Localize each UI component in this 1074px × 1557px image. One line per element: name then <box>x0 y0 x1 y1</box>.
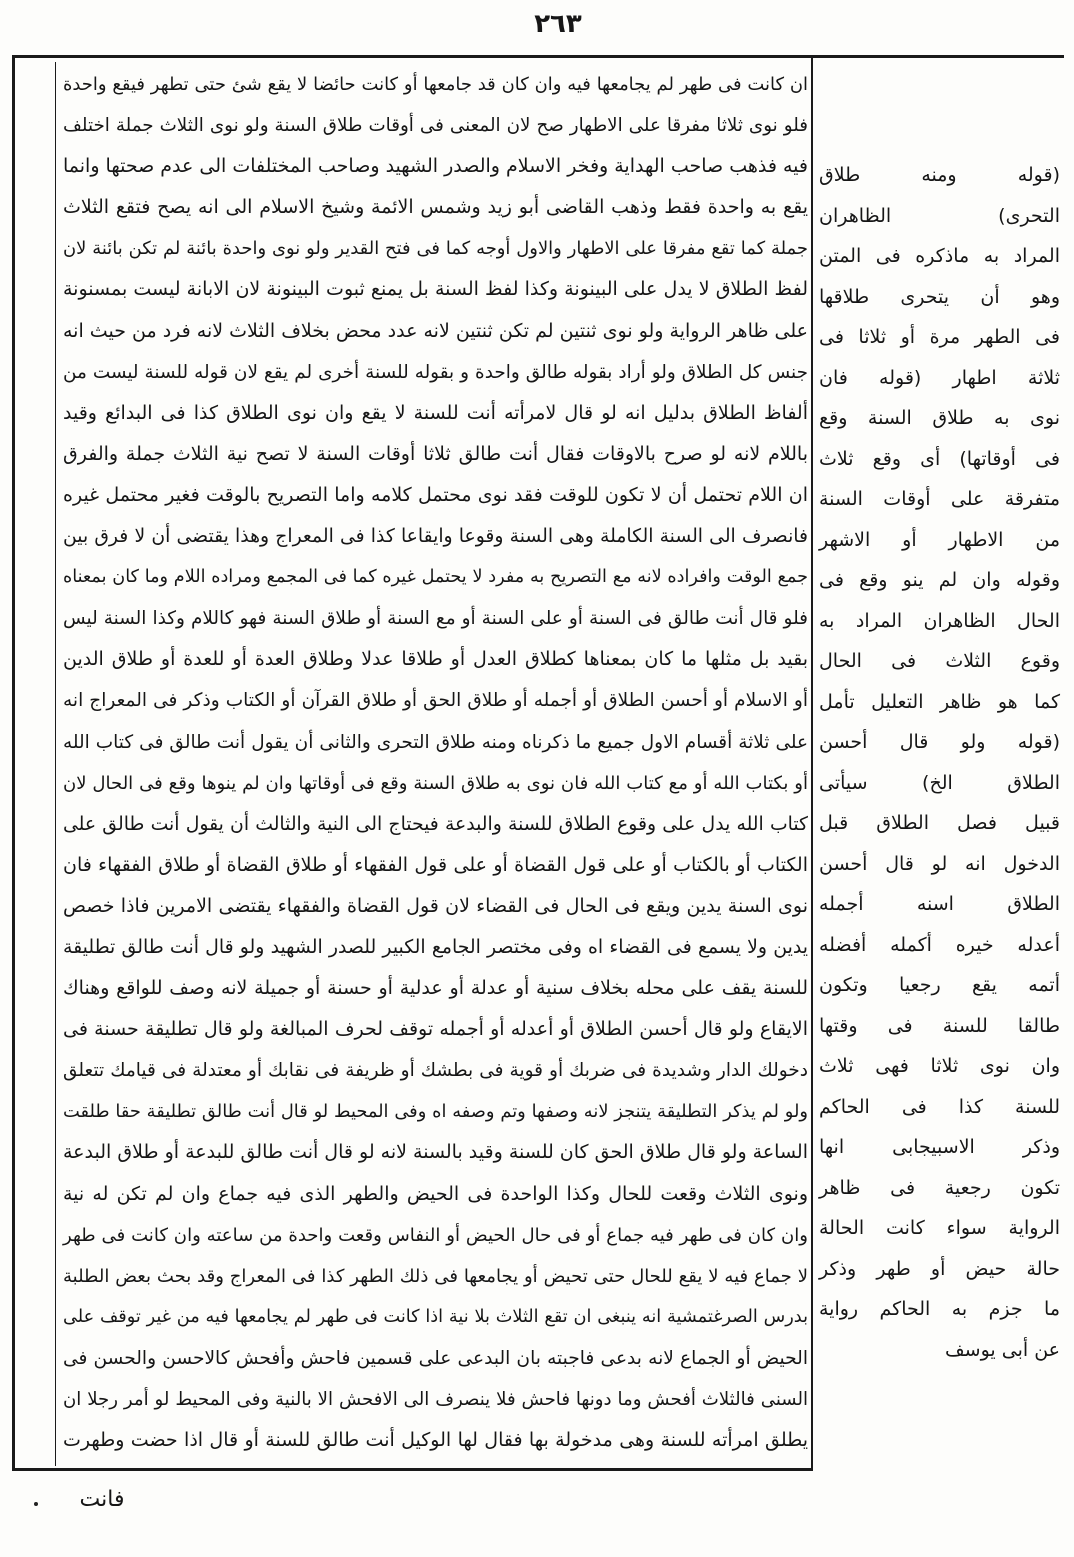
main-text-line: للسنة يقف على محله بخلاف سنية أو عدلة أو عدلية أو حسنة أو جميلة لانه وصف للواقع وهناك <box>63 977 808 1000</box>
main-text-line: جنس كل الطلاق ولو أراد بقوله طالق واحدة و بقوله للسنة أخرى لم يقع لان قوله للسنة ليست من <box>63 361 808 383</box>
main-text-line: ونوى الثلاث وقعت للحال وكذا الواحدة فى الحيض والطهر الذى فيه جماع وان لم تكن له نية <box>63 1182 808 1205</box>
main-text-line: ألفاظ الطلاق بدليل انه لو قال لامرأته أنت للسنة لا يقع وان نوى الطلاق كذا فى البدائع وقيد <box>63 401 808 424</box>
main-text-line: جمع الوقت وافراده لانه مع التصريح به مفرد لا يحتمل غيره كما فى المجمع ومراده اللام وما كان بمعناه <box>63 567 808 588</box>
margin-note-line: الدخول انه لو قال أحسن <box>819 852 1060 875</box>
main-text-block <box>62 64 808 1461</box>
margin-note-line: وقوع الثلاث فى الحال <box>819 650 1060 672</box>
main-text-line: على ثلاثة أقسام الاول جميع ما ذكرناه ومنه طلاق التحرى والثانى أن يقول أنت طالق فى كتاب الله <box>63 731 808 753</box>
main-text-line: فلو نوى ثلاثا مفرقا على الاطهار صح لان المعنى فى أوقات طلاق السنة ولو نوى الثلاث جملة اختلف <box>63 115 808 137</box>
margin-note-line: من الاطهار أو الاشهر <box>819 528 1060 551</box>
margin-note-line: قبيل فصل الطلاق قبل <box>819 812 1060 834</box>
main-text-line: ان كانت فى طهر لم يجامعها فيه وان كان قد جامعها أو كانت حائضا لا يقع شئ حتى تطهر فيقع واحدة <box>63 74 808 95</box>
ink-dot <box>34 1502 38 1506</box>
main-text-line: وان كان فى طهر فيه جماع أو فى حال الحيض أو النفاس وقعت واحدة من ساعته وان كانت فى طهر <box>63 1224 808 1246</box>
main-text-line: نوى السنة يدين ويقع فى الحال فى القضاء لان قول القضاة والفقهاء يقتضى الامرين فاذا خصص <box>63 894 808 917</box>
main-text-line: فلو قال أنت طالق فى السنة أو على السنة أو مع السنة أو طلاق السنة فهو كاللام وكذا السنة ليس <box>63 608 808 630</box>
catchword: فانت <box>79 1487 125 1512</box>
main-text-line: أو بكتاب الله أو مع كتاب الله فان نوى به طلاق السنة وقع فى أوقاتها وان لم ينوها وقع فى الحال لان <box>63 772 808 794</box>
main-text-line: الحيض أو الجماع لانه بدعى فاجبته بان البدعى على قسمين فاحش وأفحش كالاحسن والحسن فى <box>63 1347 808 1369</box>
main-text-line: يقع به واحدة فقط وذهب القاضى أبو زيد وشمس الائمة وشيخ الاسلام الى انه يصح فتقع الثلاث <box>63 196 808 219</box>
main-text-line: يطلق امرأته للسنة وهى مدخولة بها فقال لها الوكيل أنت طالق للسنة أو قال اذا حضت وطهرت <box>63 1429 808 1452</box>
main-text-line: ان اللام تحتمل أن لا تكون للوقت فقد نوى محتمل كلامه واما التصريح بالوقت فغير محتمل غيره <box>63 483 808 506</box>
margin-note-line: وذكر الاسبيجابى انها <box>819 1136 1060 1158</box>
main-text-line: كتاب الله يدل على وقوع الطلاق للسنة والبدعة فيحتاج الى النية والثالث أن يقول أنت طالق على <box>63 813 808 835</box>
margin-note-line: ثلاثة اطهار (قوله فان <box>819 366 1060 389</box>
main-text-line: جملة كما تقع مفرقا على الاطهار والاول أوجه كما فى فتح القدير ولو نوى واحدة بائنة لم تكن بائنة لان <box>63 238 808 260</box>
margin-note-line: الطلاق اسنه أجمله <box>819 893 1060 915</box>
margin-note-line: الطلاق الخ) سيأتى <box>819 771 1060 794</box>
margin-note-line: متفرقة على أوقات السنة <box>819 488 1060 510</box>
margin-note-line: الحال الظاهران المراد به <box>819 609 1060 632</box>
main-text-line: الساعة ولو قال طلاق الحق كان للسنة وقيد بالسنة لانه لو قال أنت طالق للبدعة أو طلاق البدعة <box>63 1141 808 1164</box>
margin-note-line: ما جزم به الحاكم رواية <box>819 1298 1060 1320</box>
margin-note-line: فى الطهر مرة أو ثلاثا فى <box>819 326 1060 348</box>
main-text-line: ولو لم يذكر التطليقة يتنجز لانه وصفها وتم وصفه اه وفى المحيط لو قال أنت طالق تطليقة حقا طلقت <box>63 1101 808 1123</box>
main-text-line: لفظ الطلاق لا يدل على البينونة وكذا لفظ السنة بل يمنع ثبوت البينونة لان الابانة ليست بمسنونة <box>63 278 808 301</box>
margin-notes-block <box>818 155 1060 1370</box>
page-number: ٢٦٣ <box>534 9 582 39</box>
main-text-line: الكتاب أو بالكتاب أو على قول القضاة أو على قول الفقهاء أو طلاق القضاة أو طلاق الفقهاء فان <box>63 853 808 876</box>
margin-note-line: عن أبى يوسف <box>945 1338 1060 1361</box>
main-text-line: لا جماع فيه لا يقع للحال حتى تحيض أو يجامعها فى ذلك الطهر كذا فى المعراج وقد بحث بعض الطلبة <box>63 1265 808 1287</box>
margin-note-line: وهو أن يتحرى طلاقها <box>819 285 1060 308</box>
main-text-line: بدرس الصرغتمشية انه ينبغى ان تقع الثلاث بلا نية اذا كانت فى طهر لم يجامعها فيه من غير توقف على <box>63 1306 808 1327</box>
margin-note-line: التحرى) الظاهران <box>819 204 1060 227</box>
main-text-line: باللام لانه لو صرح بالاوقات فقال أنت طالق ثلاثا أوقات السنة لا تصح نية الثلاث جملة والفرق <box>63 442 808 465</box>
main-text-line: على ظاهر الرواية ولو نوى ثنتين لم تكن ثنتين لانه عدد محض بخلاف الثلاث لانه فرد من حيث انه <box>63 319 808 342</box>
main-text-line: دخولك الدار وشديدة فى ضربك أو قوية فى بطشك أو ظريفة فى نقابك أو معتدلة فى قيامك تتعلق <box>63 1060 808 1082</box>
frame-rule-left-outer <box>12 55 15 1470</box>
margin-note-line: حالة حيض أو طهر وذكر <box>819 1257 1060 1280</box>
frame-rule-bottom <box>12 1468 813 1471</box>
margin-note-line: أتمه يقع رجعيا وتكون <box>819 974 1060 996</box>
margin-note-line: المراد به ماذكره فى المتن <box>819 245 1060 267</box>
margin-note-line: وقوله وان لم ينو وقع فى <box>819 569 1060 591</box>
margin-note-line: (قوله ولو قال أحسن <box>819 731 1060 753</box>
margin-note-line: وان نوى ثلاثا فهى ثلاث <box>819 1055 1060 1077</box>
frame-rule-left-inner <box>55 62 56 1466</box>
margin-note-line: (قوله ومنه طلاق <box>819 164 1060 186</box>
main-text-line: الايقاع ولو قال أحسن الطلاق أو أعدله أو أجمله توقف لحرف المبالغة ولو قال تطليقة حسنة فى <box>63 1018 808 1041</box>
margin-note-line: أعدله خيره أكمله أفضله <box>819 933 1060 956</box>
margin-note-line: للسنة كذا فى الحاكم <box>819 1095 1060 1118</box>
main-text-line: فانصرف الى السنة الكاملة وهى السنة وقوعا وايقاعا كذا فى المعراج وهذا يقتضى أن لا فرق بين <box>63 526 808 548</box>
margin-note-line: الرواية سواء كانت الحالة <box>819 1217 1060 1239</box>
main-text-line: فيه فذهب صاحب الهداية وفخر الاسلام والصدر الشهيد وصاحب المختلفات الى عدم صحتها وانما <box>63 155 808 178</box>
margin-note-line: تكون رجعية فى ظاهر <box>819 1176 1060 1199</box>
main-text-line: بقيد بل مثلها ما كان بمعناها كطلاق العدل أو طلاقا عدلا وطلاق العدة أو للعدة أو طلاق الدين <box>63 648 808 671</box>
frame-rule-top <box>12 55 1064 58</box>
margin-note-line: كما هو ظاهر التعليل تأمل <box>819 690 1060 713</box>
main-text-line: أو الاسلام أو أحسن الطلاق أو أجمله أو طلاق الحق أو طلاق القرآن أو الكتاب وذكر فى المعراج انه <box>63 690 808 712</box>
main-text-line: يدين ولا يسمع فى القضاء اه وفى مختصر الجامع الكبير للصدر الشهيد ولو قال أنت طالق تطليقة <box>63 935 808 958</box>
margin-note-line: فى أوقاتها) أى وقع ثلاث <box>819 447 1060 470</box>
margin-note-line: نوى به طلاق السنة وقع <box>819 407 1060 429</box>
frame-rule-margin-divider <box>811 55 813 1470</box>
margin-note-line: طالقا للسنة فى وقتها <box>819 1014 1060 1037</box>
main-text-line: السنى فالثلاث أفحش وما دونها فاحش فلا ينصرف الى الافحش الا بالنية وفى المحيط لو أمر رجلا ان <box>63 1389 808 1410</box>
